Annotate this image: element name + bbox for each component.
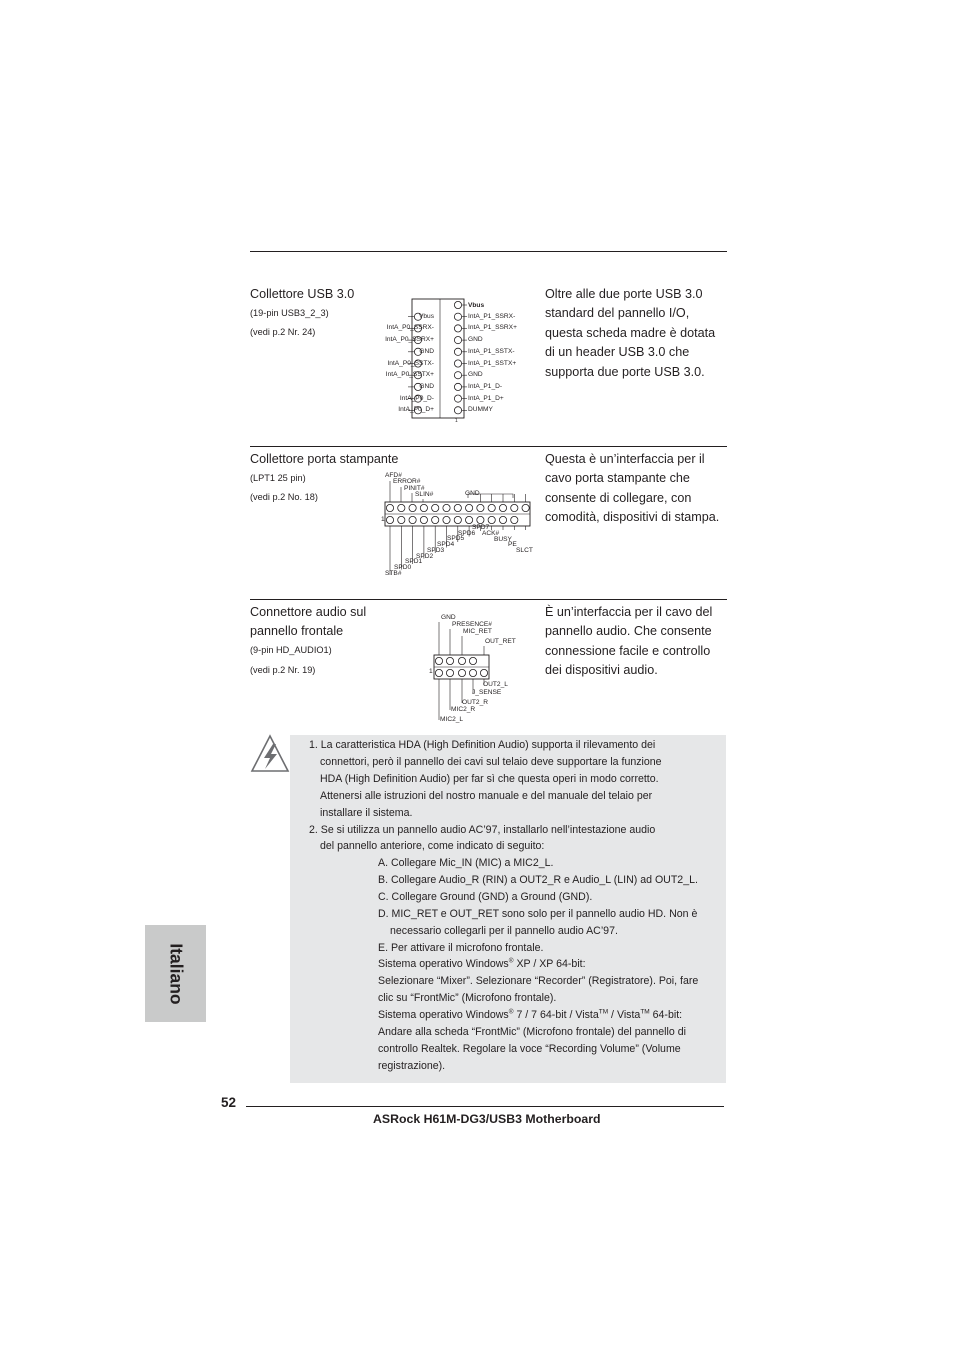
audio-subtitle: (9-pin HD_AUDIO1) (250, 645, 332, 655)
note-2-line: del pannello anteriore, come indicato di seguito: (320, 840, 545, 852)
registered-mark: ® (508, 1008, 514, 1016)
usb-reference: (vedi p.2 Nr. 24) (250, 327, 316, 337)
usb-pin-label: IntA_P0_SSRX- (386, 324, 434, 332)
warning-lightning-icon (250, 734, 290, 774)
audio-label: GND (441, 614, 456, 621)
usb-pin-label: Vbus (418, 312, 434, 320)
usb-pin-label: IntA_P1_D- (468, 382, 503, 390)
audio-reference: (vedi p.2 Nr. 19) (250, 665, 316, 675)
language-label: Italiano (166, 942, 186, 1005)
os-xp-suffix: XP / XP 64-bit: (513, 958, 586, 970)
printer-desc-line: comodità, dispositivi di stampa. (545, 510, 720, 525)
lpt-label: SPD3 (427, 547, 445, 554)
lpt-label: SPD0 (394, 564, 412, 571)
usb-title: Collettore USB 3.0 (250, 287, 355, 301)
printer-desc-line: Questa è un’interfaccia per il (545, 452, 705, 466)
audio-pin (435, 669, 442, 676)
usb-pin-label: IntA_P0_SSRX+ (385, 336, 434, 344)
os-win7-suffix: 64-bit: (649, 1009, 683, 1021)
os-xp-text: Selezionare “Mixer”. Selezionare “Recorder” (Registratore). Poi, fare (378, 975, 699, 987)
lpt-label: SPD5 (447, 535, 465, 542)
lpt-label: PE (508, 541, 517, 548)
lpt-label: PINIT# (404, 485, 425, 492)
os-win7-heading (378, 1007, 682, 1024)
printer-subtitle: (LPT1 25 pin) (250, 473, 306, 483)
usb-pin-label: IntA_P1_SSRX+ (468, 324, 517, 332)
page-number: 52 (221, 1095, 237, 1110)
usb-pin-label: IntA_P0_SSTX- (387, 359, 434, 367)
audio-desc-line: È un’interfaccia per il cavo del (545, 605, 713, 619)
os-win7-text: controllo Realtek. Regolare la voce “Recording Volume” (Volume (378, 1043, 681, 1055)
note-1-line: Attenersi alle istruzioni del nostro manuale e del manuale del telaio per (320, 790, 653, 802)
usb-pin-label: GND (419, 382, 434, 390)
audio-label: MIC2_L (440, 716, 464, 723)
audio-label: OUT_RET (485, 638, 516, 645)
os-win7-text: registrazione). (378, 1060, 446, 1072)
audio-pin (458, 669, 465, 676)
audio-label: PRESENCE# (452, 621, 492, 628)
lpt-label: BUSY (494, 536, 512, 543)
lpt-label: GND (465, 490, 480, 497)
audio-pin (469, 669, 476, 676)
lpt-label: STB# (385, 570, 402, 577)
usb-subtitle: (19-pin USB3_2_3) (250, 308, 329, 318)
lpt-label: SLIN# (415, 491, 434, 498)
audio-label: OUT2_L (483, 681, 508, 688)
usb-desc-line: questa scheda madre è dotata (545, 325, 716, 340)
usb-pin-label: IntA_P1_D+ (468, 394, 504, 402)
note-item: C. Collegare Ground (GND) a Ground (GND). (378, 891, 593, 903)
audio-desc-line: pannello audio. Che consente (545, 624, 712, 639)
audio-pin (446, 669, 453, 676)
audio-pin (480, 669, 487, 676)
usb-pin-label: GND (468, 336, 483, 344)
audio-desc-line: connessione facile e controllo (545, 643, 711, 658)
language-tab (145, 925, 206, 1022)
trademark-mark: TM (598, 1008, 609, 1016)
note-1-line: installare il sistema. (320, 807, 413, 819)
audio-label: OUT2_R (462, 699, 489, 706)
lpt-pin1-mark: 1 (381, 516, 385, 523)
trademark-mark: TM (640, 1008, 650, 1016)
audio-pin1-mark: 1 (429, 668, 433, 675)
usb-pin-label: DUMMY (468, 406, 493, 414)
os-xp-prefix: Sistema operativo Windows (378, 958, 509, 970)
os-win7-text: Andare alla scheda “FrontMic” (Microfono frontale) del pannello di (378, 1026, 686, 1038)
usb-pin-label: GND (419, 347, 434, 355)
printer-desc-line: consente di collegare, con (545, 490, 692, 505)
usb-pin-label: IntA_P1_SSTX- (468, 347, 515, 355)
note-item: necessario collegarli per il pannello audio AC’97. (390, 925, 618, 937)
audio-title: pannello frontale (250, 624, 344, 638)
usb-pin-label: IntA_P1_SSTX+ (468, 359, 517, 367)
note-item: E. Per attivare il microfono frontale. (378, 942, 544, 954)
note-1-line: connettori, però il pannello dei cavi sul telaio deve supportare la funzione (320, 756, 662, 768)
note-item: B. Collegare Audio_R (RIN) a OUT2_R e Audio_L (LIN) ad OUT2_L. (378, 874, 698, 886)
lpt-label: SPD2 (416, 553, 434, 560)
usb-pin-label: IntA_P0_D- (399, 394, 434, 402)
lpt-label: AFD# (385, 472, 402, 479)
footer-rule (246, 1106, 724, 1107)
usb-desc-line: Oltre alle due porte USB 3.0 (545, 287, 703, 301)
lpt-label: SLCT (516, 547, 533, 554)
usb-pin-label: IntA_P0_SSTX+ (385, 371, 434, 379)
os-win7-mid2: / Vista (608, 1009, 641, 1021)
audio-label: J_SENSE (472, 689, 502, 696)
audio-label: MIC_RET (463, 628, 492, 635)
lpt-label: SPD4 (437, 541, 455, 548)
os-win7-prefix: Sistema operativo Windows (378, 1009, 509, 1021)
printer-reference: (vedi p.2 No. 18) (250, 492, 318, 502)
usb-desc-line: standard del pannello I/O, (545, 306, 690, 321)
lpt-label: SPD7 (472, 524, 490, 531)
lpt-label: SPD1 (405, 558, 423, 565)
usb-top-pin-label: Vbus (468, 302, 485, 309)
audio-pin (458, 657, 465, 664)
usb-desc-line: supporta due porte USB 3.0. (545, 364, 705, 379)
usb-pin-label: IntA_P1_SSRX- (468, 312, 516, 320)
usb-pin-label: IntA_P0_D+ (398, 406, 434, 414)
os-xp-text: clic su “FrontMic” (Microfono frontale). (378, 992, 557, 1004)
printer-title: Collettore porta stampante (250, 452, 399, 466)
audio-pin (469, 657, 476, 664)
registered-mark: ® (508, 957, 514, 965)
printer-desc-line: cavo porta stampante che (545, 471, 690, 486)
usb-pin-label: GND (468, 371, 483, 379)
audio-desc-line: dei dispositivi audio. (545, 663, 658, 678)
audio-label: MIC2_R (451, 706, 476, 713)
usb-desc-line: di un header USB 3.0 che (545, 345, 690, 360)
note-2-line: 2. Se si utilizza un pannello audio AC’97, installarlo nell’intestazione audio (309, 824, 656, 836)
os-win7-mid: 7 / 7 64-bit / Vista (513, 1009, 599, 1021)
note-item: D. MIC_RET e OUT_RET sono solo per il pannello audio HD. Non è (378, 908, 698, 920)
footer-product: ASRock H61M-DG3/USB3 Motherboard (373, 1112, 601, 1126)
usb-pin1-mark: 1 (455, 418, 458, 424)
os-xp-heading (378, 956, 586, 973)
note-1-line: HDA (High Definition Audio) per far sì che questa operi in modo corretto. (320, 773, 659, 785)
audio-pin (446, 657, 453, 664)
lpt-label: ERROR# (393, 478, 421, 485)
note-item: A. Collegare Mic_IN (MIC) a MIC2_L. (378, 857, 554, 869)
audio-pin (435, 657, 442, 664)
lpt-label: ACK# (482, 530, 500, 537)
lpt-label: SPD6 (458, 530, 476, 537)
audio-title: Connettore audio sul (250, 605, 367, 619)
note-1-line: 1. La caratteristica HDA (High Definition Audio) supporta il rilevamento dei (309, 739, 656, 751)
